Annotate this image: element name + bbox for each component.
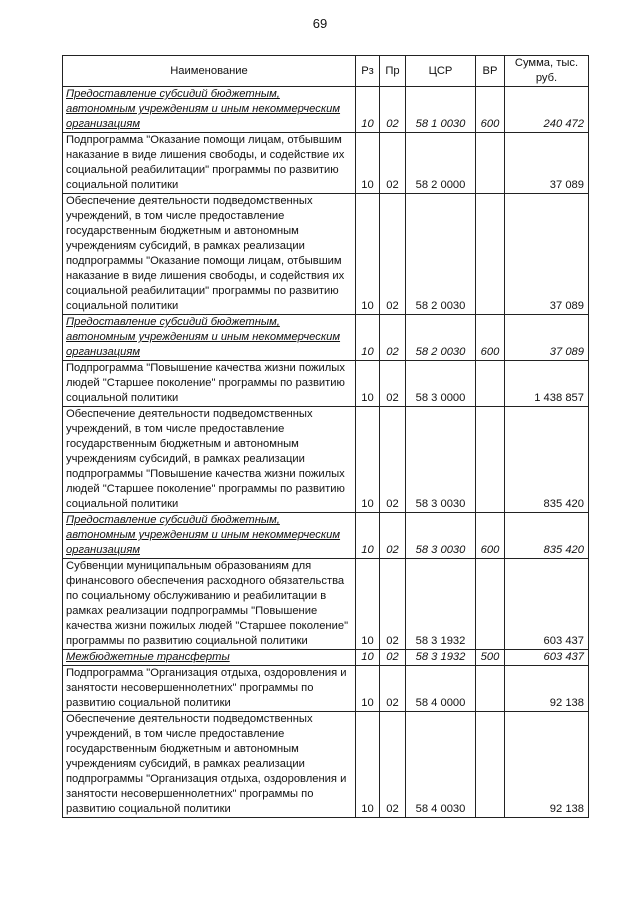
row-rz-cell: 10 [356,513,380,559]
row-pr-cell: 02 [380,407,406,513]
row-name-text: Предоставление субсидий бюджетным, автономным учреждениям и иным некоммерческим организациям [66,88,341,130]
row-pr-cell: 02 [380,133,406,194]
row-vr-cell [476,666,505,712]
row-pr-cell: 02 [380,559,406,650]
row-pr-cell: 02 [380,87,406,133]
row-vr-cell [476,361,505,407]
row-vr-cell [476,407,505,513]
table-row [63,712,589,818]
row-name-text: Субвенции муниципальным образованиям для финансового обеспечения расходного обязательства по социальному обслуживанию и реабилитации в рамках реализации подпрограммы "Повышение качества жизни пожилых людей "Старшее поколение" программы по развитию социальной политики [66,560,349,647]
row-name-cell [63,194,356,315]
row-sum-cell: 835 420 [505,513,589,559]
row-name-text: Предоставление субсидий бюджетным, автономным учреждениям и иным некоммерческим организациям [66,316,341,358]
row-csr-cell: 58 2 0000 [406,133,476,194]
row-vr-cell: 600 [476,87,505,133]
row-pr-cell: 02 [380,315,406,361]
row-name-cell [63,650,356,666]
row-rz-cell: 10 [356,650,380,666]
row-name-cell [63,361,356,407]
row-rz-cell: 10 [356,559,380,650]
column-header-vr: ВР [476,56,505,87]
row-name-text: Обеспечение деятельности подведомственных учреждений, в том числе предоставление государственным бюджетным и автономным учреждениям субсидий, в рамках реализации подпрограммы "Повышение качества жизни пожилых людей "Старшее поколение" программы по развитию социальной политики [66,408,345,510]
row-pr-cell: 02 [380,361,406,407]
row-csr-cell: 58 3 0030 [406,513,476,559]
table-header-row [63,56,589,87]
row-pr-cell: 02 [380,712,406,818]
row-rz-cell: 10 [356,194,380,315]
table-row [63,133,589,194]
row-name-cell [63,712,356,818]
row-name-cell [63,513,356,559]
row-pr-cell: 02 [380,513,406,559]
row-sum-cell: 603 437 [505,650,589,666]
row-name-text: Подпрограмма "Повышение качества жизни пожилых людей "Старшее поколение" программы по развитию социальной политики [66,362,345,404]
row-sum-cell: 603 437 [505,559,589,650]
row-name-text: Предоставление субсидий бюджетным, автономным учреждениям и иным некоммерческим организациям [66,514,341,556]
row-csr-cell: 58 2 0030 [406,194,476,315]
row-csr-cell: 58 4 0000 [406,666,476,712]
row-vr-cell [476,712,505,818]
row-pr-cell: 02 [380,650,406,666]
row-name-text: Межбюджетные трансферты [66,651,230,663]
table-body [63,87,589,818]
row-sum-cell: 37 089 [505,133,589,194]
row-sum-cell: 240 472 [505,87,589,133]
table-row [63,315,589,361]
column-header-sum: Сумма, тыс. руб. [505,56,589,87]
row-name-cell [63,87,356,133]
row-rz-cell: 10 [356,712,380,818]
row-name-cell [63,407,356,513]
row-vr-cell: 600 [476,513,505,559]
row-sum-cell: 92 138 [505,666,589,712]
table-row [63,194,589,315]
budget-table [62,55,589,818]
row-name-text: Подпрограмма "Оказание помощи лицам, отбывшим наказание в виде лишения свободы, и содействие их социальной реабилитации" программы по развитию социальной политики [66,134,345,191]
table-row [63,559,589,650]
table-row [63,650,589,666]
row-name-cell [63,315,356,361]
column-header-csr: ЦСР [406,56,476,87]
page-number: 69 [312,16,328,31]
row-sum-cell: 92 138 [505,712,589,818]
row-name-cell [63,666,356,712]
row-sum-cell: 37 089 [505,194,589,315]
row-sum-cell: 1 438 857 [505,361,589,407]
row-name-cell [63,559,356,650]
row-csr-cell: 58 3 1932 [406,650,476,666]
row-name-text: Обеспечение деятельности подведомственных учреждений, в том числе предоставление государственным бюджетным и автономным учреждениям субсидий, в рамках реализации подпрограммы "Оказание помощи лицам, отбывшим наказание в виде лишения свободы, и содействия их социальной реабилитации" программы по развитию социальной политики [66,195,345,312]
table-row [63,407,589,513]
row-rz-cell: 10 [356,87,380,133]
row-pr-cell: 02 [380,666,406,712]
row-csr-cell: 58 1 0030 [406,87,476,133]
row-csr-cell: 58 2 0030 [406,315,476,361]
row-pr-cell: 02 [380,194,406,315]
row-rz-cell: 10 [356,361,380,407]
row-csr-cell: 58 4 0030 [406,712,476,818]
row-sum-cell: 835 420 [505,407,589,513]
table-row [63,361,589,407]
row-vr-cell: 500 [476,650,505,666]
column-header-pr: Пр [380,56,406,87]
row-rz-cell: 10 [356,133,380,194]
row-sum-cell: 37 089 [505,315,589,361]
row-rz-cell: 10 [356,666,380,712]
row-vr-cell: 600 [476,315,505,361]
row-vr-cell [476,559,505,650]
table-row [63,666,589,712]
table-row [63,513,589,559]
row-csr-cell: 58 3 0000 [406,361,476,407]
row-name-text: Подпрограмма "Организация отдыха, оздоровления и занятости несовершеннолетних" программы по развитию социальной политики [66,667,347,709]
row-name-text: Обеспечение деятельности подведомственных учреждений, в том числе предоставление государственным бюджетным и автономным учреждениям субсидий, в рамках реализации подпрограммы "Организация отдыха, оздоровления и занятости несовершеннолетних" программы по развитию социальной политики [66,713,347,815]
row-csr-cell: 58 3 0030 [406,407,476,513]
row-vr-cell [476,133,505,194]
row-rz-cell: 10 [356,315,380,361]
row-rz-cell: 10 [356,407,380,513]
row-name-cell [63,133,356,194]
column-header-rz: Рз [356,56,380,87]
column-header-name: Наименование [63,56,356,87]
row-csr-cell: 58 3 1932 [406,559,476,650]
row-vr-cell [476,194,505,315]
table-row [63,87,589,133]
